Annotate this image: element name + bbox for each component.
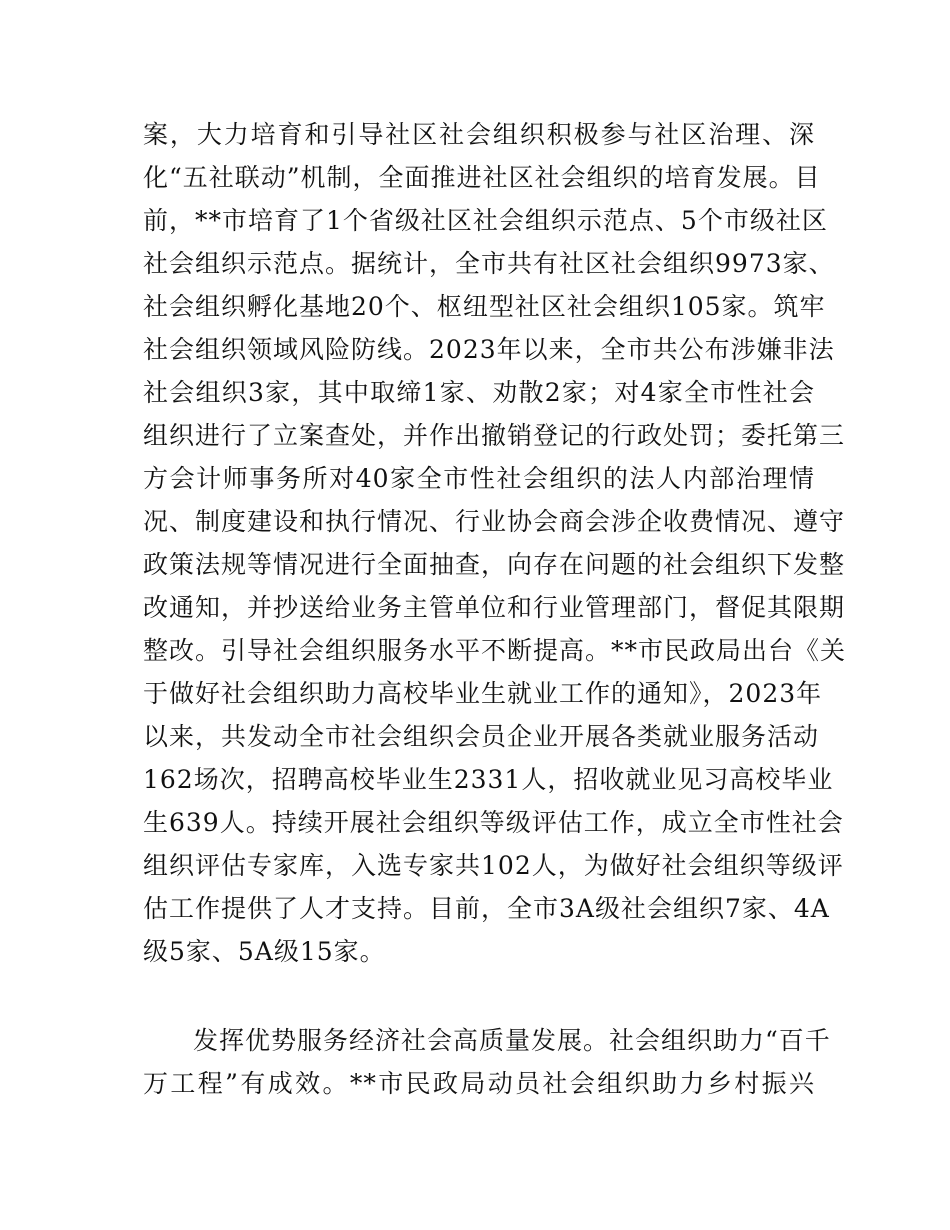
paragraph-line: 社会组织示范点。据统计，全市共有社区社会组织9973家、: [143, 249, 835, 278]
paragraph-line: 化“五社联动”机制，全面推进社区社会组织的培育发展。目: [143, 163, 821, 192]
paragraph-line: 生639人。持续开展社会组织等级评估工作，成立全市性社会: [143, 808, 844, 837]
paragraph-line: 方会计师事务所对40家全市性社会组织的法人内部治理情: [143, 464, 815, 493]
paragraph-line: 万工程”有成效。**市民政局动员社会组织助力乡村振兴: [143, 1069, 815, 1098]
paragraph-line: 政策法规等情况进行全面抽查，向存在问题的社会组织下发整: [143, 550, 846, 579]
paragraph-line: 级5家、5A级15家。: [143, 937, 386, 966]
paragraph-line: 组织评估专家库，入选专家共102人，为做好社会组织等级评: [143, 851, 844, 880]
paragraph-line: 前，**市培育了1个省级社区社会组织示范点、5个市级社区: [143, 206, 828, 235]
paragraph-line: 况、制度建设和执行情况、行业协会商会涉企收费情况、遵守: [143, 507, 846, 536]
paragraph-line: 以来，共发动全市社会组织会员企业开展各类就业服务活动: [143, 722, 820, 751]
paragraph-line: 社会组织领域风险防线。2023年以来，全市共公布涉嫌非法: [143, 335, 835, 364]
paragraph-line: 改通知，并抄送给业务主管单位和行业管理部门，督促其限期: [143, 593, 846, 622]
paragraph-line: 估工作提供了人才支持。目前，全市3A级社会组织7家、4A: [143, 894, 830, 923]
paragraph-line: 于做好社会组织助力高校毕业生就业工作的通知》，2023年: [143, 679, 823, 708]
paragraph-line: 162场次，招聘高校毕业生2331人，招收就业见习高校毕业: [143, 765, 834, 794]
paragraph-line: 发挥优势服务经济社会高质量发展。社会组织助力“百千: [193, 1026, 831, 1055]
paragraph-line: 社会组织3家，其中取缔1家、劝散2家；对4家全市性社会: [143, 378, 815, 407]
paragraph-line: 案，大力培育和引导社区社会组织积极参与社区治理、深: [143, 120, 815, 149]
paragraph-line: 组织进行了立案查处，并作出撤销登记的行政处罚；委托第三: [143, 421, 846, 450]
paragraph-line: 社会组织孵化基地20个、枢纽型社区社会组织105家。筑牢: [143, 292, 826, 321]
paragraph-line: 整改。引导社会组织服务水平不断提高。**市民政局出台《关: [143, 636, 847, 665]
